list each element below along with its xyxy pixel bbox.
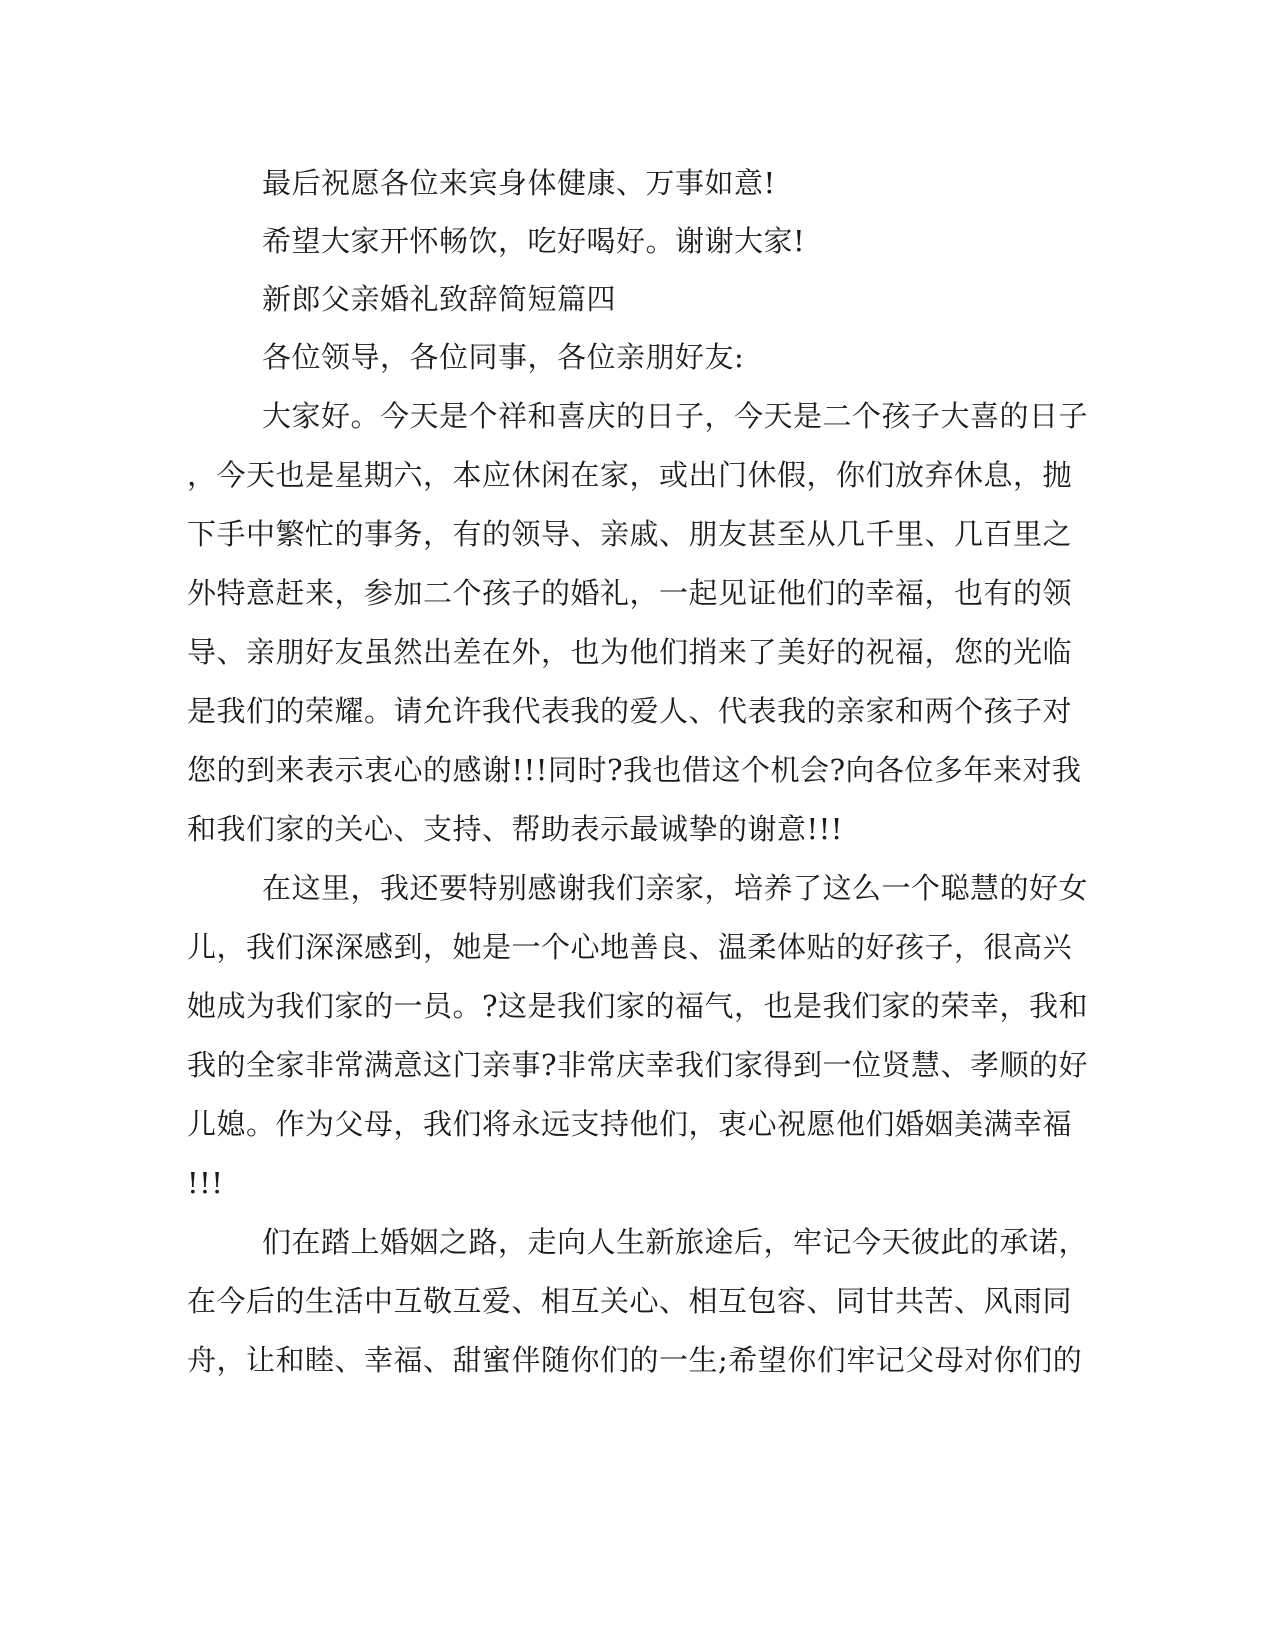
- text-line: 最后祝愿各位来宾身体健康、万事如意!: [262, 166, 776, 200]
- text-line: 儿媳。作为父母，我们将永远支持他们，衷心祝愿他们婚姻美满幸福: [187, 1107, 1073, 1141]
- text-line: 她成为我们家的一员。?这是我们家的福气，也是我们家的荣幸，我和: [187, 989, 1089, 1023]
- text-line: 在今后的生活中互敬互爱、相互关心、相互包容、同甘共苦、风雨同: [187, 1284, 1073, 1318]
- text-line: 和我们家的关心、支持、帮助表示最诚挚的谢意!!!: [187, 812, 843, 846]
- text-line: 您的到来表示衷心的感谢!!!同时?我也借这个机会?向各位多年来对我: [187, 753, 1082, 787]
- text-line: !!!: [187, 1166, 224, 1200]
- text-line: 外特意赶来，参加二个孩子的婚礼，一起见证他们的幸福，也有的领: [187, 576, 1073, 610]
- text-line: 们在踏上婚姻之路，走向人生新旅途后，牢记今天彼此的承诺，: [262, 1225, 1089, 1259]
- section-heading: 新郎父亲婚礼致辞简短篇四: [262, 282, 617, 316]
- text-line: ，今天也是星期六，本应休闲在家，或出门休假，你们放弃休息，抛: [187, 458, 1073, 492]
- salutation: 各位领导，各位同事，各位亲朋好友:: [262, 340, 745, 374]
- text-line: 儿，我们深深感到，她是一个心地善良、温柔体贴的好孩子，很高兴: [187, 930, 1073, 964]
- text-line: 舟，让和睦、幸福、甜蜜伴随你们的一生;希望你们牢记父母对你们的: [187, 1343, 1083, 1377]
- text-line: 希望大家开怀畅饮，吃好喝好。谢谢大家!: [262, 224, 806, 258]
- text-line: 下手中繁忙的事务，有的领导、亲戚、朋友甚至从几千里、几百里之: [187, 517, 1073, 551]
- text-line: 是我们的荣耀。请允许我代表我的爱人、代表我的亲家和两个孩子对: [187, 694, 1073, 728]
- text-line: 在这里，我还要特别感谢我们亲家，培养了这么一个聪慧的好女: [262, 871, 1089, 905]
- text-line: 导、亲朋好友虽然出差在外，也为他们捎来了美好的祝福，您的光临: [187, 635, 1073, 669]
- text-line: 我的全家非常满意这门亲事?非常庆幸我们家得到一位贤慧、孝顺的好: [187, 1048, 1089, 1082]
- text-line: 大家好。今天是个祥和喜庆的日子，今天是二个孩子大喜的日子: [262, 399, 1089, 433]
